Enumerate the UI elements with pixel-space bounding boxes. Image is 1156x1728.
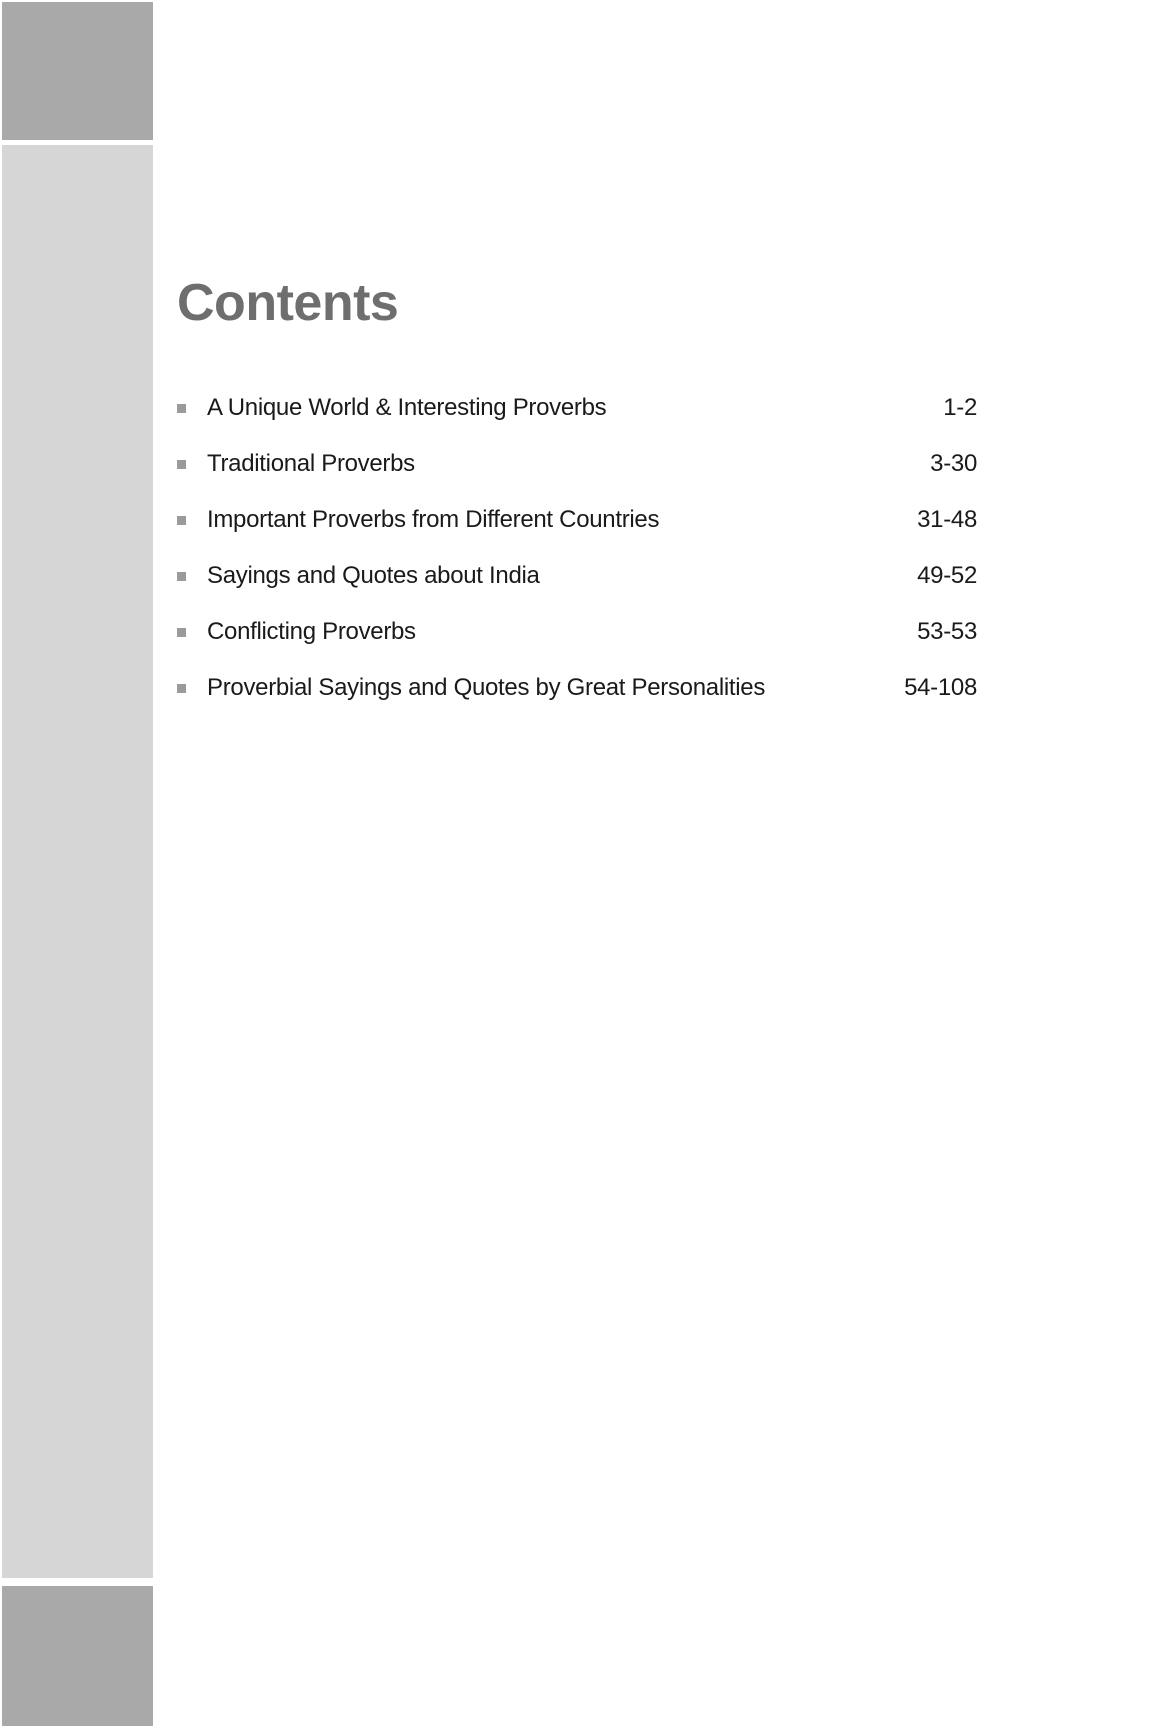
toc-entry-pages: 53-53	[917, 618, 977, 645]
toc-entry[interactable]	[177, 436, 977, 492]
square-bullet-icon	[177, 516, 186, 525]
page-title: Contents	[177, 274, 399, 332]
toc-entry[interactable]	[177, 548, 977, 604]
margin-band-top	[2, 2, 153, 140]
square-bullet-icon	[177, 628, 186, 637]
square-bullet-icon	[177, 460, 186, 469]
margin-band-middle	[2, 145, 153, 1578]
table-of-contents	[177, 380, 977, 716]
toc-entry-title: Conflicting Proverbs	[207, 618, 416, 645]
toc-entry-title: A Unique World & Interesting Proverbs	[207, 394, 607, 421]
margin-band-bottom	[2, 1586, 153, 1726]
toc-entry[interactable]	[177, 604, 977, 660]
toc-entry-pages: 54-108	[904, 674, 977, 701]
square-bullet-icon	[177, 684, 186, 693]
toc-entry-title: Important Proverbs from Different Countries	[207, 506, 660, 533]
toc-entry-pages: 1-2	[943, 394, 977, 421]
toc-entry-title: Sayings and Quotes about India	[207, 562, 540, 589]
toc-entry[interactable]	[177, 492, 977, 548]
toc-entry-title: Proverbial Sayings and Quotes by Great Personalities	[207, 674, 766, 701]
toc-entry-pages: 3-30	[930, 450, 977, 477]
square-bullet-icon	[177, 404, 186, 413]
toc-entry-pages: 31-48	[917, 506, 977, 533]
toc-entry-title: Traditional Proverbs	[207, 450, 415, 477]
toc-entry[interactable]	[177, 380, 977, 436]
toc-entry-pages: 49-52	[917, 562, 977, 589]
square-bullet-icon	[177, 572, 186, 581]
toc-entry[interactable]	[177, 660, 977, 716]
